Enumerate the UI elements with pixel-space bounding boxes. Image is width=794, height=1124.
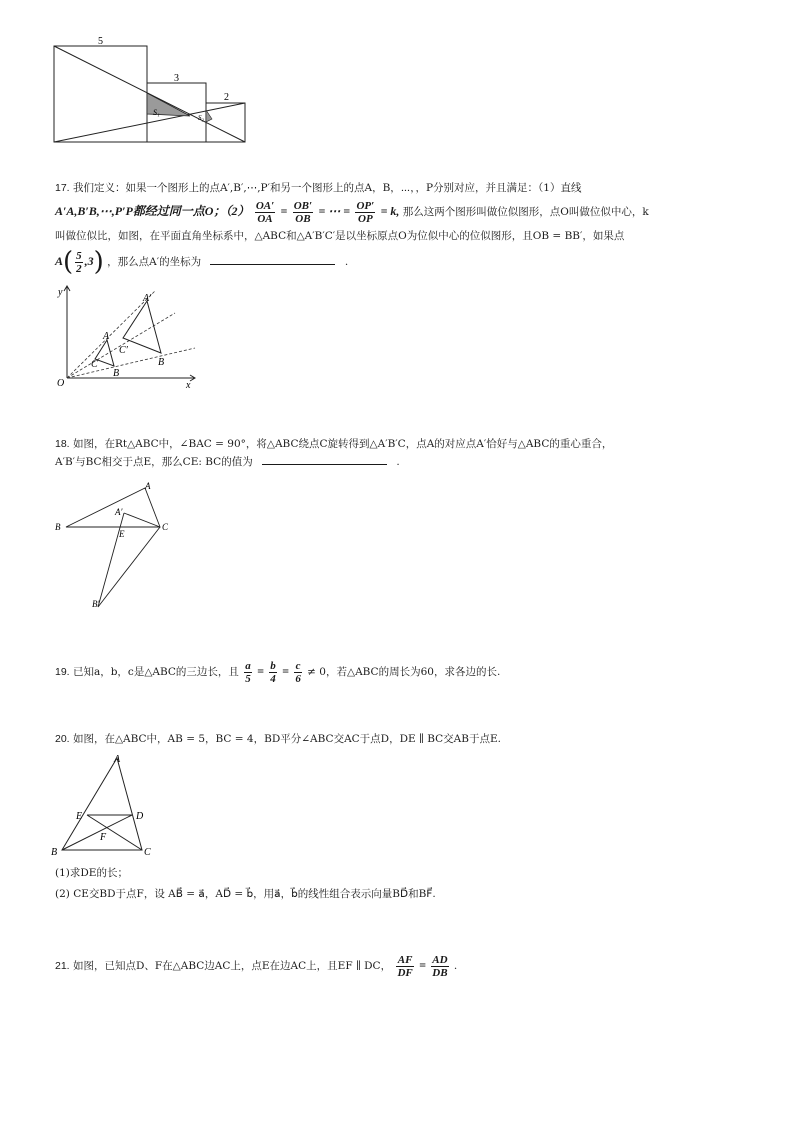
equals: =	[282, 664, 289, 678]
coord-3: ,3	[84, 254, 94, 268]
q21-text-1: 如图，已知点D、F在△ABC边AC上，点E在边AC上，且EF ∥ DC，	[72, 960, 392, 972]
frac-top: OB′	[293, 199, 313, 212]
q19-text-2: ≠ 0，若△ABC的周长为60，求各边的长.	[307, 666, 501, 678]
label-e: E	[119, 529, 125, 539]
equals: =	[280, 204, 288, 218]
figure-16-rectangles	[50, 36, 250, 148]
period: .	[344, 256, 349, 268]
period: .	[453, 960, 458, 972]
q17-fraction-ob	[293, 200, 313, 225]
label-c: C	[91, 359, 98, 370]
frac-top: OP′	[356, 199, 375, 212]
q17-fraction-op	[355, 200, 375, 225]
q17-text-3: 叫做位似比，如图，在平面直角坐标系中，△ABC和△A′B′C′是以坐标原点O为位似中心的位似图形，且OB = BB′，如果点	[55, 230, 625, 242]
q18-answer-blank[interactable]	[262, 454, 387, 465]
figure-18-rotation	[52, 480, 182, 610]
ray-ob	[67, 348, 195, 378]
figure-17-homothety	[55, 283, 205, 393]
q19-fraction-a5	[244, 660, 252, 685]
frac-bottom: 2	[76, 262, 82, 275]
frac-bottom: OP	[358, 212, 373, 225]
q21-fraction-af-df	[396, 954, 413, 979]
frac-bottom: 6	[295, 672, 301, 685]
label-d: D	[136, 811, 144, 822]
q20-text-1: 如图，在△ABC中，AB = 5，BC = 4，BD平分∠ABC交AC于点D，DE ∥ BC交AB于点E.	[72, 733, 501, 745]
label-2: 2	[224, 92, 229, 103]
label-5: 5	[98, 36, 103, 47]
point-a: A	[55, 254, 64, 268]
label-y: y	[58, 287, 63, 298]
equals: =	[257, 664, 264, 678]
frac-bottom: DB	[432, 966, 448, 979]
q18-line2	[55, 454, 400, 470]
q18-line1	[55, 436, 612, 452]
q17-line3	[55, 228, 624, 244]
q17-text-1: 我们定义：如果一个图形上的点A′,B′,⋯,P′和另一个图形上的点A，B，⋯，，P分别对应，并且满足：（1）直线	[72, 182, 582, 194]
triangle-a2b2c2	[123, 301, 161, 353]
label-c: C	[144, 847, 151, 858]
figure-20-triangle	[48, 752, 158, 860]
frac-top: AF	[397, 953, 413, 966]
q17-number: 17.	[55, 182, 70, 194]
label-b: B	[51, 847, 58, 858]
label-f: F	[100, 832, 107, 843]
equals-k: = k,	[380, 204, 400, 218]
period: .	[396, 456, 400, 468]
label-b-prime: B	[158, 357, 165, 368]
q21-number: 21.	[55, 960, 70, 972]
frac-top: c	[295, 659, 301, 672]
equals: =	[419, 958, 426, 972]
q17-answer-blank[interactable]	[210, 254, 335, 265]
q20-sub1-text: (1)求DE的长；	[55, 867, 128, 879]
label-e: E	[76, 811, 83, 822]
frac-bottom: OA	[257, 212, 273, 225]
q17-text-4c: ，那么点A′的坐标为	[107, 256, 202, 268]
frac-top: b	[270, 659, 276, 672]
label-a-prime: A′	[115, 507, 123, 517]
frac-bottom: OB	[295, 212, 311, 225]
q17-line4	[55, 246, 348, 276]
q18-text-2a: A′B′与BC相交于点E，那么CE: BC的值为	[55, 456, 253, 468]
q19-text-1: 已知a，b，c是△ABC的三边长，且	[72, 666, 239, 678]
q17-text-2b: 那么这两个图形叫做位似图形，点O叫做位似中心，k	[402, 206, 649, 218]
label-o: O	[57, 378, 65, 389]
q17-text-2a: A′A,B′B,⋯,P′P都经过同一点O；（2）	[55, 204, 250, 218]
q19-number: 19.	[55, 666, 70, 678]
q20-line1	[55, 731, 501, 747]
label-b: B	[113, 368, 120, 379]
frac-top: AD	[432, 953, 448, 966]
frac-top: 5	[76, 249, 82, 262]
label-c: C	[162, 522, 169, 532]
label-a: A	[114, 754, 121, 765]
q17-fraction-oa	[255, 200, 275, 225]
triangle-abc	[95, 340, 114, 366]
q20-number: 20.	[55, 733, 70, 745]
label-c-prime: C′	[119, 345, 128, 356]
segment-b2c	[98, 527, 160, 607]
label-s2: S₂	[198, 114, 204, 122]
label-3: 3	[174, 73, 179, 84]
label-b: B	[55, 522, 61, 532]
frac-bottom: DF	[397, 966, 413, 979]
equals-ellipsis: = ⋯ =	[318, 204, 351, 218]
frac-top: OA′	[255, 199, 275, 212]
q17-line1	[55, 180, 581, 196]
segment-a2c	[124, 513, 160, 527]
q18-text-1: 如图，在Rt△ABC中，∠BAC = 90°，将△ABC绕点C旋转得到△A′B′C，点A的对应点A′恰好与△ABC的重心重合，	[72, 438, 613, 450]
q21-line	[55, 951, 457, 979]
q17-line2	[55, 196, 649, 226]
q20-sub2-text: (2) CE交BD于点F，设 AB⃗ = a⃗，AD⃗ = b⃗，用a⃗，b⃗的线性组合表示向量BD⃗和BF⃗.	[55, 888, 436, 900]
label-a: A	[103, 331, 110, 342]
q20-sub2	[55, 886, 436, 902]
q19-fraction-c6	[294, 660, 302, 685]
rect-large	[54, 46, 147, 142]
label-a-prime: A′	[143, 293, 152, 304]
q19-fraction-b4	[269, 660, 277, 685]
q19-line	[55, 657, 500, 685]
rect-small	[206, 103, 245, 142]
label-x: x	[186, 380, 191, 391]
shaded-region-s2	[206, 110, 212, 122]
q20-sub1	[55, 865, 128, 881]
q21-fraction-ad-db	[431, 954, 448, 979]
frac-top: a	[245, 659, 251, 672]
q17-fraction-5-2	[75, 250, 83, 275]
paren-open: (	[63, 247, 74, 277]
q18-number: 18.	[55, 438, 70, 450]
label-b-prime: B′	[92, 599, 100, 609]
frac-bottom: 4	[270, 672, 276, 685]
paren-close: )	[93, 247, 104, 277]
label-s1: S₁	[153, 108, 160, 117]
frac-bottom: 5	[245, 672, 251, 685]
label-a: A	[145, 481, 151, 491]
